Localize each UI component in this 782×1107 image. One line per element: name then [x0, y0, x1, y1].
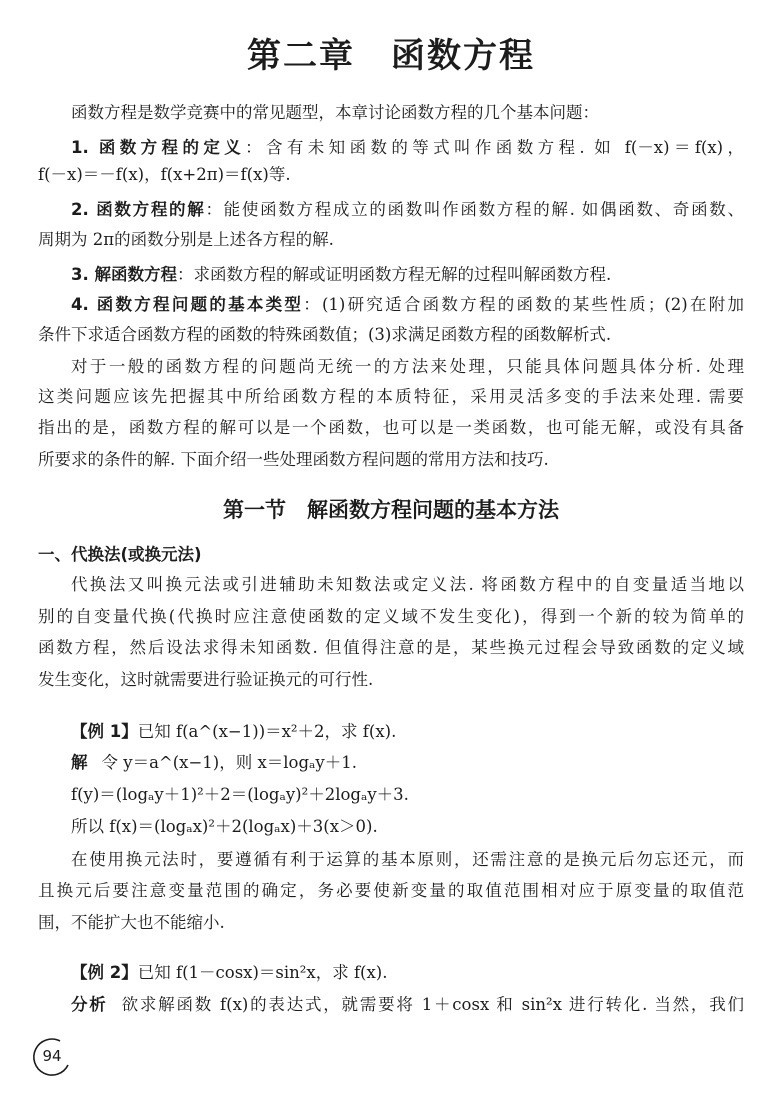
definition-3	[38, 265, 744, 285]
note-paragraph-line: 围，不能扩大也不能缩小.	[38, 913, 225, 932]
example-1-label: 【例 1】	[71, 722, 138, 741]
general-paragraph-line: 指出的是，函数方程的解可以是一个函数，也可以是一类函数，也可能无解，或没有具备	[38, 418, 744, 437]
definition-4-text-2: 条件下求适合函数方程的函数的特殊函数值；(3)求满足函数方程的函数解析式.	[38, 325, 612, 344]
example-1-problem-text: 已知 f(a^(x−1))＝x²＋2，求 f(x).	[137, 722, 397, 741]
example-1-solution-label: 解	[71, 753, 88, 772]
method-1-paragraph-line: 代换法又叫换元法或引进辅助未知数法或定义法. 将函数方程中的自变量适当地以	[71, 575, 744, 594]
note-paragraph-line: 在使用换元法时，要遵循有利于运算的基本原则，还需注意的是换元后勿忘还元，而	[71, 850, 744, 869]
definition-3-text: ：求函数方程的解或证明函数方程无解的过程叫解函数方程.	[177, 265, 612, 284]
definition-1-text-2: f(－x)＝－f(x)，f(x+2π)＝f(x)等.	[38, 165, 291, 184]
definition-1-continued	[38, 165, 744, 185]
example-1-solution-text: 令 y＝a^(x−1)，则 x＝logₐy＋1.	[101, 753, 357, 772]
example-1-solution	[38, 753, 744, 773]
general-paragraph-line: 对于一般的函数方程的问题尚无统一的方法来处理，只能具体问题具体分析. 处理	[71, 357, 744, 376]
definition-1-label: 1. 函数方程的定义	[71, 138, 246, 157]
definition-1-text: ：含有未知函数的等式叫作函数方程. 如 f(－x)＝f(x)，	[245, 138, 745, 157]
definition-2	[38, 200, 744, 220]
definition-2-continued	[38, 230, 744, 250]
chapter-title: 第二章 函数方程	[247, 36, 535, 76]
example-2-analysis-text: 欲求解函数 f(x)的表达式，就需要将 1＋cosx 和 sin²x 进行转化. 当然，我们	[121, 995, 744, 1014]
example-1-problem	[38, 722, 744, 742]
example-2-analysis	[38, 995, 744, 1015]
example-2-problem-text: 已知 f(1－cosx)＝sin²x，求 f(x).	[137, 963, 388, 982]
general-paragraph-line: 所要求的条件的解. 下面介绍一些处理函数方程问题的常用方法和技巧.	[38, 450, 549, 469]
method-1-paragraph-line: 发生变化，这时就需要进行验证换元的可行性.	[38, 670, 374, 689]
page-number-text: 94	[42, 1047, 62, 1065]
method-1-heading: 一、代换法(或换元法)	[38, 545, 202, 564]
note-paragraph-line: 且换元后要注意变量范围的确定，务必要使新变量的取值范围相对应于原变量的取值范	[38, 881, 744, 900]
definition-4-text: ：(1)研究适合函数方程的函数的某些性质；(2)在附加	[303, 295, 745, 314]
example-2-analysis-label: 分析	[71, 995, 108, 1014]
section-title: 第一节 解函数方程问题的基本方法	[223, 498, 559, 522]
definition-1	[38, 138, 744, 158]
intro-text: 函数方程是数学竞赛中的常见题型，本章讨论函数方程的几个基本问题：	[71, 103, 599, 122]
page-number	[30, 1035, 74, 1079]
example-1-result: 所以 f(x)＝(logₐx)²＋2(logₐx)＋3(x＞0).	[71, 817, 378, 836]
definition-4-label: 4. 函数方程问题的基本类型	[71, 295, 304, 314]
example-2-label: 【例 2】	[71, 963, 138, 982]
method-1-paragraph-line: 别的自变量代换(代换时应注意使函数的定义域不发生变化)，得到一个新的较为简单的	[38, 607, 744, 626]
definition-4-continued	[38, 325, 744, 345]
example-2-problem	[38, 963, 744, 983]
definition-2-text: ：能使函数方程成立的函数叫作函数方程的解. 如偶函数、奇函数、	[205, 200, 744, 219]
intro-paragraph	[38, 103, 744, 123]
example-1-step: f(y)＝(logₐy＋1)²＋2＝(logₐy)²＋2logₐy＋3.	[71, 785, 409, 804]
general-paragraph-line: 这类问题应该先把握其中所给函数方程的本质特征，采用灵活多变的手法来处理. 需要	[38, 387, 744, 406]
definition-2-text-2: 周期为 2π的函数分别是上述各方程的解.	[38, 230, 334, 249]
definition-3-label: 3. 解函数方程	[71, 265, 177, 284]
definition-4	[38, 295, 744, 315]
definition-2-label: 2. 函数方程的解	[71, 200, 206, 219]
method-1-paragraph-line: 函数方程，然后设法求得未知函数. 但值得注意的是，某些换元过程会导致函数的定义域	[38, 638, 744, 657]
